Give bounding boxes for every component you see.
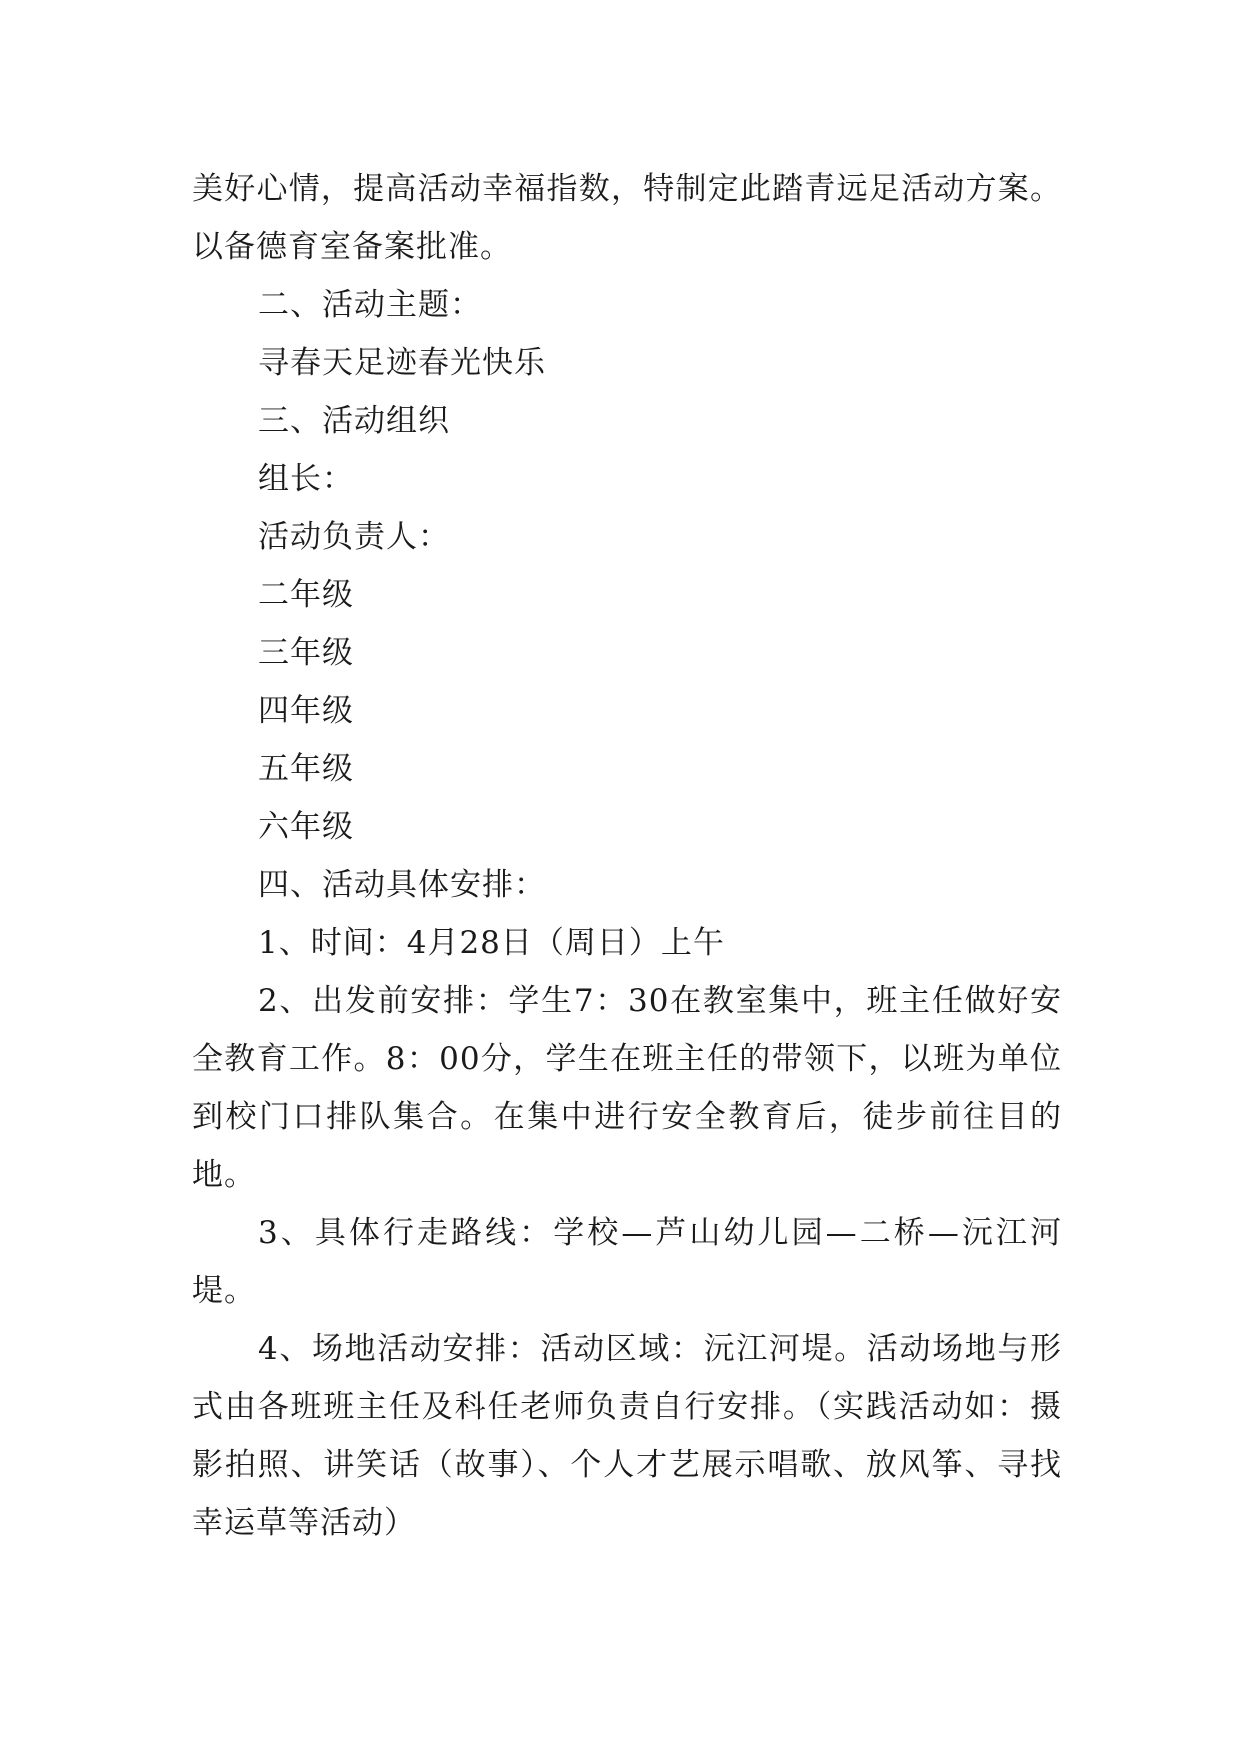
- arrangement-route: 3、具体行走路线：学校—芦山幼儿园—二桥—沅江河堤。: [192, 1215, 1062, 1309]
- grade-five-line: 五年级: [258, 751, 354, 787]
- grade-six-line: 六年级: [258, 809, 354, 845]
- group-leader-line: 组长：: [258, 461, 354, 497]
- activity-theme-text: 寻春天足迹春光快乐: [258, 345, 546, 381]
- arrangement-venue-activities: 4、场地活动安排：活动区域：沅江河堤。活动场地与形式由各班班主任及科任老师负责自行安排。（实践活动如：摄影拍照、讲笑话（故事）、个人才艺展示唱歌、放风筝、寻找幸运草等活动）: [192, 1331, 1062, 1541]
- grade-four-line: 四年级: [258, 693, 354, 729]
- heading-activity-theme: 二、活动主题：: [258, 287, 482, 323]
- arrangement-time: 1、时间：4月28日（周日）上午: [258, 925, 725, 961]
- activity-lead-line: 活动负责人：: [258, 519, 450, 555]
- heading-activity-organization: 三、活动组织: [258, 403, 450, 439]
- arrangement-before-departure: 2、出发前安排：学生7：30在教室集中，班主任做好安全教育工作。8：00分，学生在班主任的带领下，以班为单位到校门口排队集合。在集中进行安全教育后，徒步前往目的地。: [192, 983, 1062, 1193]
- paragraph-intro-continued: 美好心情，提高活动幸福指数，特制定此踏青远足活动方案。以备德育室备案批准。: [192, 171, 1062, 265]
- grade-three-line: 三年级: [258, 635, 354, 671]
- heading-activity-arrangement: 四、活动具体安排：: [258, 867, 546, 903]
- document-body: [192, 160, 1062, 1552]
- grade-two-line: 二年级: [258, 577, 354, 613]
